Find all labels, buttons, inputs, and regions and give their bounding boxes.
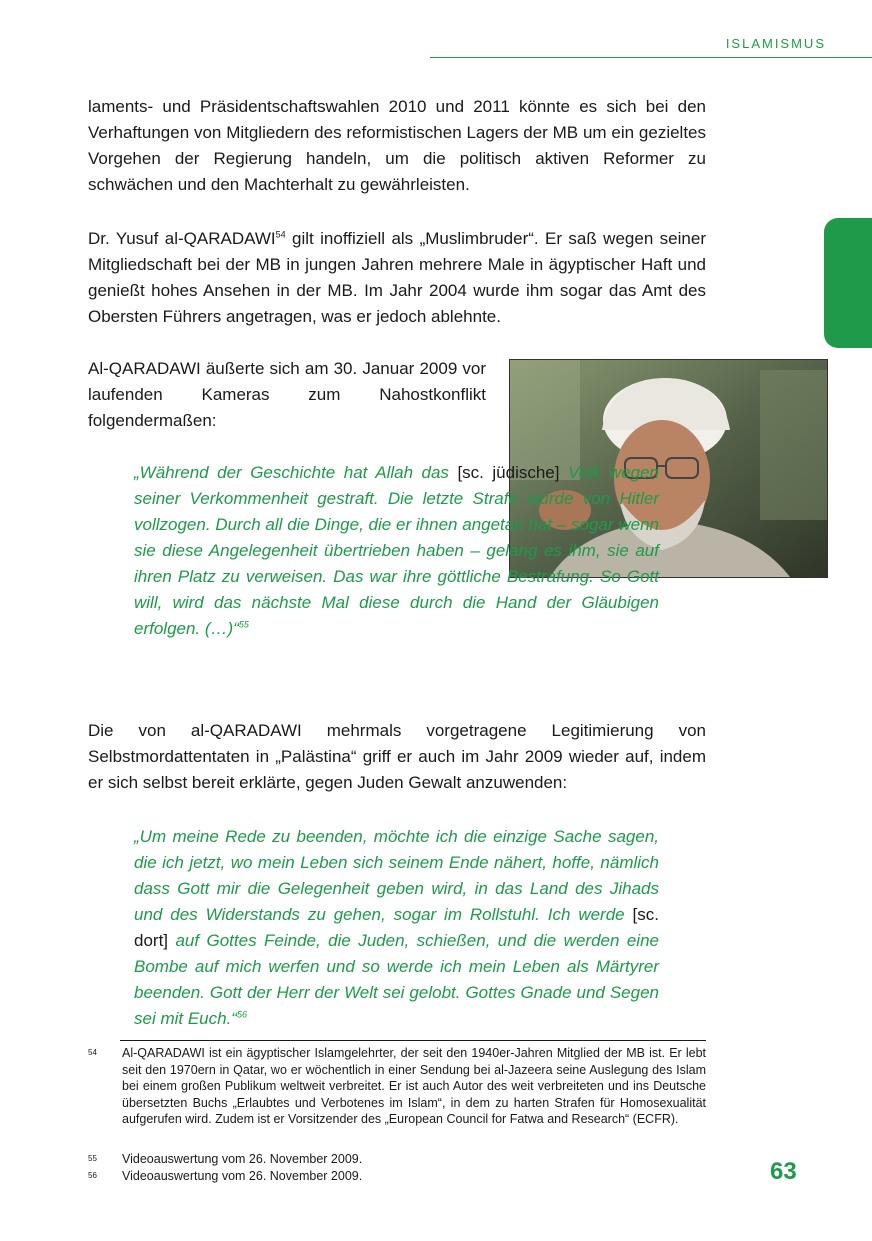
footnote-54 xyxy=(88,1045,706,1128)
footnote-text: Al-QARADAWI ist ein ägyptischer Islamgelehrter, der seit den 1940er-Jahren Mitglied der MB ist. Er lebt seit den 1970ern in Qatar, wo er wöchentlich in einer Sendung bei al-Jazeera seine Auslegung des Islam bei einem großen Publikum weltweit verbreitet. Er ist auch Autor des weit verbreiteten und ins Deutsche übersetzten Buchs „Erlaubtes und Verbotenes im Islam“, in dem zu harten Strafen für Homosexualität aufgerufen wird. Zudem ist er Vorsitzender des „European Council for Fatwa and Research“ (ECFR). xyxy=(122,1046,706,1126)
paragraph-2-rest: gilt inoffiziell als „Muslimbruder“. Er saß wegen seiner Mitgliedschaft bei der MB in jungen Jahren mehrere Male in ägyptischer Haft und genießt hohes Ansehen in der MB. Im Jahr 2004 wurde ihm sogar das Amt des Obersten Führers angetragen, was er jedoch ablehnte. xyxy=(88,229,706,326)
quote-2-insert: [sc. dort] xyxy=(134,905,659,950)
paragraph-2-start: Dr. Yusuf al-QARADAWI xyxy=(88,229,276,248)
footnote-56 xyxy=(88,1168,706,1185)
quote-2 xyxy=(134,824,659,1032)
footnote-number: 55 xyxy=(88,1154,97,1163)
quote-1-part-2: Volk wegen seiner Verkommenheit gestraft. Die letzte Strafe wurde von Hitler vollzogen. Durch all die Dinge, die er ihnen angetan hat – sogar wenn sie diese Angelegenheit übertrieben haben – gelang es ihm, sie auf ihren Platz zu verweisen. Das war ihre göttliche Bestrafung. So Gott will, wird das nächste Mal diese durch die Hand der Gläubigen erfolgen. (…)“ xyxy=(134,463,660,638)
quote-2-part-1: „Um meine Rede zu beenden, möchte ich die einzige Sache sagen, die ich jetzt, wo mein Leben sich seinem Ende nähert, hoffe, nämlich dass Gott mir die Gelegenheit geben wird, in das Land des Jihads und des Widerstands zu gehen, sogar im Rollstuhl. Ich werde xyxy=(134,827,659,924)
footnote-text: Videoauswertung vom 26. November 2009. xyxy=(122,1169,363,1183)
paragraph-3: Al-QARADAWI äußerte sich am 30. Januar 2009 vor laufenden Kameras zum Nahostkonflikt folgendermaßen: xyxy=(88,359,486,430)
paragraph-1: laments- und Präsidentschaftswahlen 2010 und 2011 könnte es sich bei den Verhaftungen von Mitgliedern des reformistischen Lagers der MB um ein gezieltes Vorgehen der Regierung handeln, um die politisch aktiven Reformer zu schwächen und den Machterhalt zu gewährleisten. xyxy=(88,97,706,194)
footnote-ref-54[interactable]: 54 xyxy=(275,229,286,240)
footnote-ref-55[interactable]: 55 xyxy=(238,619,249,630)
paragraph-4: Die von al-QARADAWI mehrmals vorgetragene Legitimierung von Selbstmordattentaten in „Palästina“ griff er auch im Jahr 2009 wieder auf, indem er sich selbst bereit erklärte, gegen Juden Gewalt anzuwenden: xyxy=(88,721,706,792)
footnote-ref-56[interactable]: 56 xyxy=(236,1009,247,1020)
section-header-label: ISLAMISMUS xyxy=(725,36,826,51)
header-rule xyxy=(430,57,872,58)
quote-1-part-1: „Während der Geschichte hat Allah das xyxy=(134,463,458,482)
footnote-55 xyxy=(88,1151,706,1168)
footnote-text: Videoauswertung vom 26. November 2009. xyxy=(122,1152,363,1166)
chapter-side-tab xyxy=(824,218,872,348)
quote-1 xyxy=(134,460,659,642)
footnote-separator xyxy=(120,1040,706,1041)
footnote-number: 54 xyxy=(88,1048,97,1057)
quote-2-part-2: auf Gottes Feinde, die Juden, schießen, und die werden eine Bombe auf mich werfen und so werde ich mein Leben als Märtyrer beenden. Gott der Herr der Welt sei gelobt. Gottes Gnade und Segen sei mit Euch.“ xyxy=(134,931,659,1028)
page-number: 63 xyxy=(770,1158,797,1185)
paragraph-2 xyxy=(88,226,706,330)
quote-1-insert: [sc. jüdische] xyxy=(457,463,560,482)
footnote-number: 56 xyxy=(88,1171,97,1180)
